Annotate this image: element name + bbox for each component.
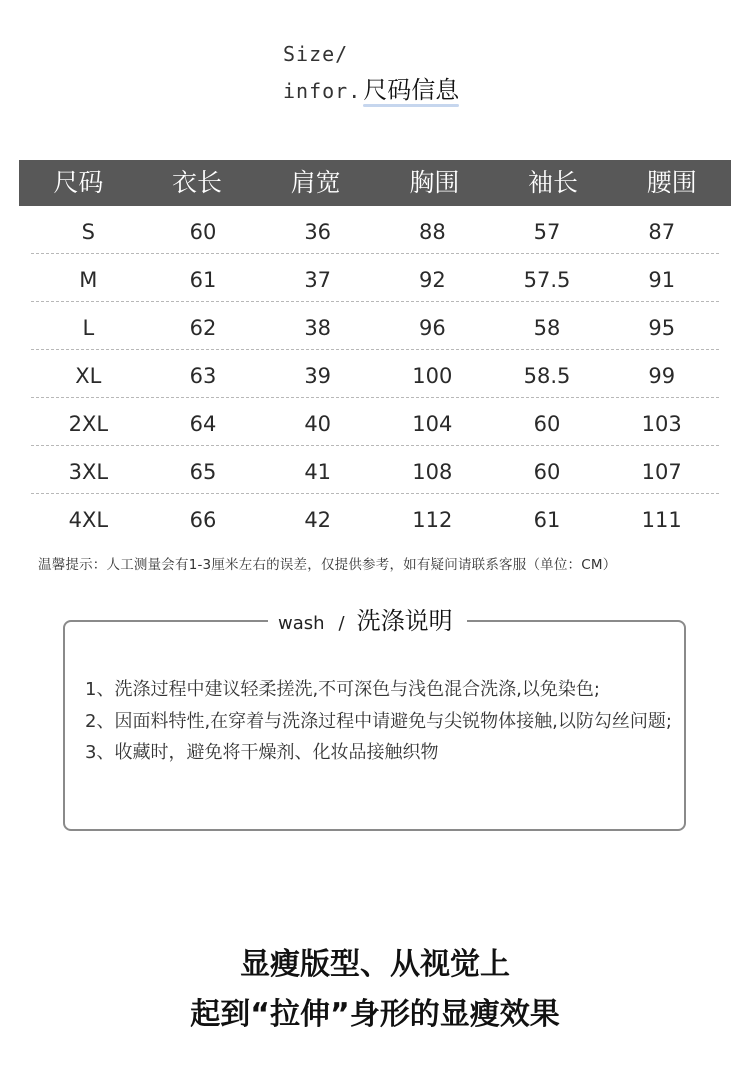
- table-cell: 61: [533, 508, 561, 532]
- table-cell: 66: [189, 508, 217, 532]
- table-cell: L: [82, 316, 95, 340]
- wash-title: [268, 606, 467, 639]
- wash-title-en: wash: [278, 613, 325, 634]
- wash-instructions-box: [63, 607, 686, 831]
- table-cell: 100: [412, 364, 453, 388]
- header-cell-size: 尺码: [53, 168, 104, 197]
- size-title-line2: [283, 74, 583, 109]
- table-cell: 95: [648, 316, 676, 340]
- table-cell: 64: [189, 412, 217, 436]
- table-cell: 99: [648, 364, 676, 388]
- table-cell: 92: [418, 268, 446, 292]
- table-cell: 36: [304, 220, 332, 244]
- table-row: [31, 254, 719, 302]
- table-cell: 3XL: [68, 460, 109, 484]
- table-cell: 108: [412, 460, 453, 484]
- table-cell: 107: [641, 460, 682, 484]
- wash-title-cn: 洗涤说明: [356, 607, 453, 635]
- table-cell: 65: [189, 460, 217, 484]
- table-cell: 58.5: [523, 364, 571, 388]
- table-cell: 2XL: [68, 412, 109, 436]
- table-cell: 60: [533, 460, 561, 484]
- table-cell: 91: [648, 268, 676, 292]
- table-row: [31, 206, 719, 254]
- table-header-row: [19, 160, 731, 206]
- list-item: [85, 706, 675, 738]
- wash-item-text: 洗涤过程中建议轻柔搓洗,不可深色与浅色混合洗涤,以免染色;: [114, 679, 600, 700]
- wash-item-number: 3、: [85, 742, 115, 763]
- table-cell: 60: [189, 220, 217, 244]
- header-cell-length: 衣长: [172, 168, 223, 197]
- size-table: [19, 160, 731, 541]
- table-cell: 58: [533, 316, 561, 340]
- table-cell: 42: [304, 508, 332, 532]
- table-cell: 41: [304, 460, 332, 484]
- wash-title-separator: /: [338, 613, 345, 634]
- table-row: [31, 302, 719, 350]
- table-row: [31, 398, 719, 446]
- table-cell: 87: [648, 220, 676, 244]
- table-row: [31, 494, 719, 541]
- wash-item-text: 收藏时，避免将干燥剂、化妆品接触织物: [114, 742, 439, 763]
- list-item: [85, 674, 675, 706]
- size-title-en-line2: infor.: [283, 79, 362, 103]
- header-cell-shoulder: 肩宽: [290, 168, 341, 197]
- table-cell: S: [81, 220, 95, 244]
- header-cell-sleeve: 袖长: [528, 168, 579, 197]
- table-cell: 39: [304, 364, 332, 388]
- header-cell-waist: 腰围: [646, 168, 697, 197]
- table-row: [31, 350, 719, 398]
- slogan-line1: 显瘦版型、从视觉上: [240, 947, 510, 982]
- wash-item-number: 2、: [85, 710, 115, 732]
- table-cell: 4XL: [68, 508, 109, 532]
- size-title-cn: 尺码信息: [363, 76, 460, 104]
- table-cell: 63: [189, 364, 217, 388]
- table-cell: 57: [533, 220, 561, 244]
- size-title-en-line1: Size/: [283, 42, 349, 66]
- table-cell: M: [79, 268, 98, 292]
- measurement-tip: 温馨提示：人工测量会有1-3厘米左右的误差，仅提供参考，如有疑问请联系客服（单位：CM）: [38, 557, 617, 573]
- table-cell: 57.5: [523, 268, 571, 292]
- table-cell: 103: [641, 412, 682, 436]
- table-cell: 38: [304, 316, 332, 340]
- table-cell: 88: [418, 220, 446, 244]
- list-item: [85, 737, 675, 769]
- table-cell: 60: [533, 412, 561, 436]
- table-cell: 112: [412, 508, 453, 532]
- size-info-header: [283, 40, 583, 109]
- wash-item-number: 1、: [85, 679, 115, 700]
- slogan-line2-wrap: [0, 994, 750, 1040]
- table-cell: 104: [412, 412, 453, 436]
- slogan-line2-text: 起到“拉伸”身形的显瘦效果: [190, 997, 560, 1032]
- table-cell: 96: [418, 316, 446, 340]
- table-cell: XL: [75, 364, 102, 388]
- table-cell: 40: [304, 412, 332, 436]
- slogan-line2: [190, 994, 559, 1036]
- wash-list: [85, 674, 675, 769]
- wash-item-text: 因面料特性,在穿着与洗涤过程中请避免与尖锐物体接触,以防勾丝问题;: [114, 710, 672, 732]
- table-cell: 62: [189, 316, 217, 340]
- table-row: [31, 446, 719, 494]
- header-cell-chest: 胸围: [409, 168, 460, 197]
- table-cell: 37: [304, 268, 332, 292]
- table-cell: 61: [189, 268, 217, 292]
- table-cell: 111: [641, 508, 682, 532]
